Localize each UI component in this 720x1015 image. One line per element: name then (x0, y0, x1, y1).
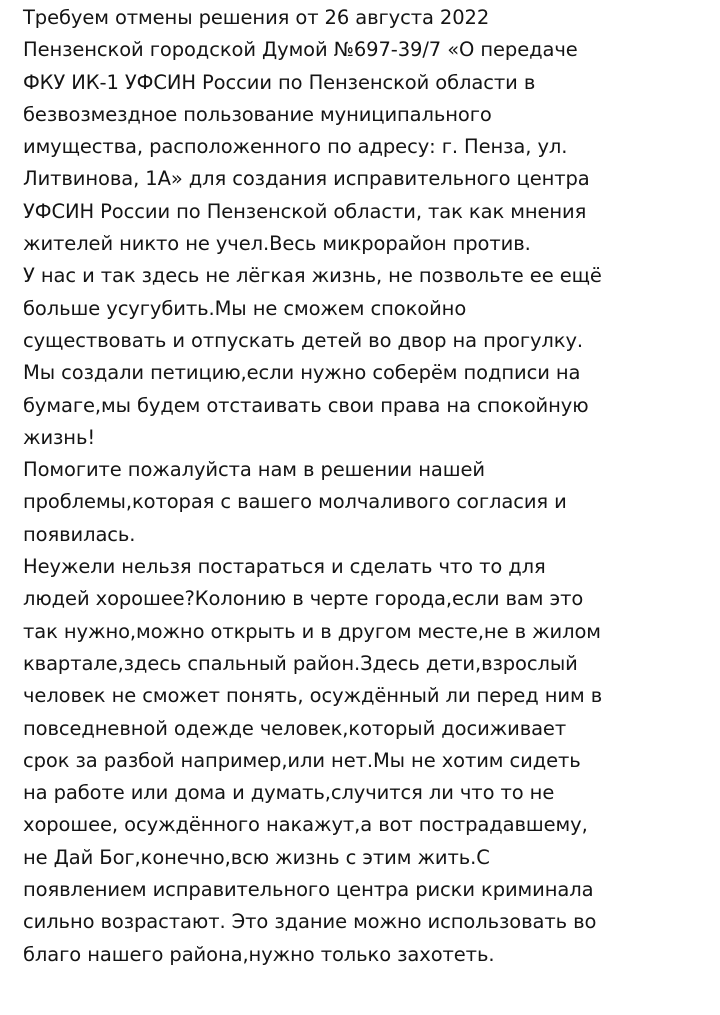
text-line: квартале,здесь спальный район.Здесь дети,взрослый (23, 651, 578, 675)
text-line: ФКУ ИК-1 УФСИН России по Пензенской области в (23, 70, 536, 94)
text-line: появилась. (23, 522, 136, 546)
text-line: имущества, расположенного по адресу: г. Пенза, ул. (23, 135, 568, 159)
text-line: Требуем отмены решения от 26 августа 2022 (23, 6, 490, 29)
text-line: больше усугубить.Мы не сможем спокойно (23, 296, 467, 320)
text-line: человек не сможет понять, осуждённый ли перед ним в (23, 684, 603, 708)
text-line: жизнь! (23, 425, 96, 449)
text-line: бумаге,мы будем отстаивать свои права на спокойную (23, 393, 589, 417)
text-line: УФСИН России по Пензенской области, так как мнения (23, 199, 587, 223)
text-line: жителей никто не учел.Весь микрорайон против. (23, 232, 531, 256)
text-line: безвозмездное пользование муниципального (23, 102, 492, 126)
text-line: Пензенской городской Думой №697-39/7 «О передаче (23, 38, 578, 62)
text-line: Мы создали петицию,если нужно соберём подписи на (23, 361, 581, 385)
text-line: проблемы,которая с вашего молчаливого согласия и (23, 490, 567, 514)
text-line: людей хорошее?Колонию в черте города,если вам это (23, 587, 584, 611)
text-line: на работе или дома и думать,случится ли что то не (23, 781, 555, 805)
text-line: не Дай Бог,конечно,всю жизнь с этим жить.С (23, 845, 490, 869)
text-line: сильно возрастают. Это здание можно использовать во (23, 910, 597, 934)
text-line: срок за разбой например,или нет.Мы не хотим сидеть (23, 748, 581, 772)
text-line: существовать и отпускать детей во двор на прогулку. (23, 328, 584, 352)
text-line: так нужно,можно открыть и в другом месте,не в жилом (23, 619, 601, 643)
text-line: благо нашего района,нужно только захотеть. (23, 942, 495, 966)
text-line: Литвинова, 1А» для создания исправительного центра (23, 167, 590, 191)
text-line: появлением исправительного центра риски криминала (23, 878, 594, 902)
text-line: Помогите пожалуйста нам в решении нашей (23, 458, 485, 482)
text-line: повседневной одежде человек,который досиживает (23, 716, 567, 740)
text-line: хорошее, осуждённого накажут,а вот пострадавшему, (23, 813, 588, 837)
text-line: Неужели нельзя постараться и сделать что то для (23, 555, 546, 579)
text-line: У нас и так здесь не лёгкая жизнь, не позвольте ее ещё (23, 264, 602, 288)
